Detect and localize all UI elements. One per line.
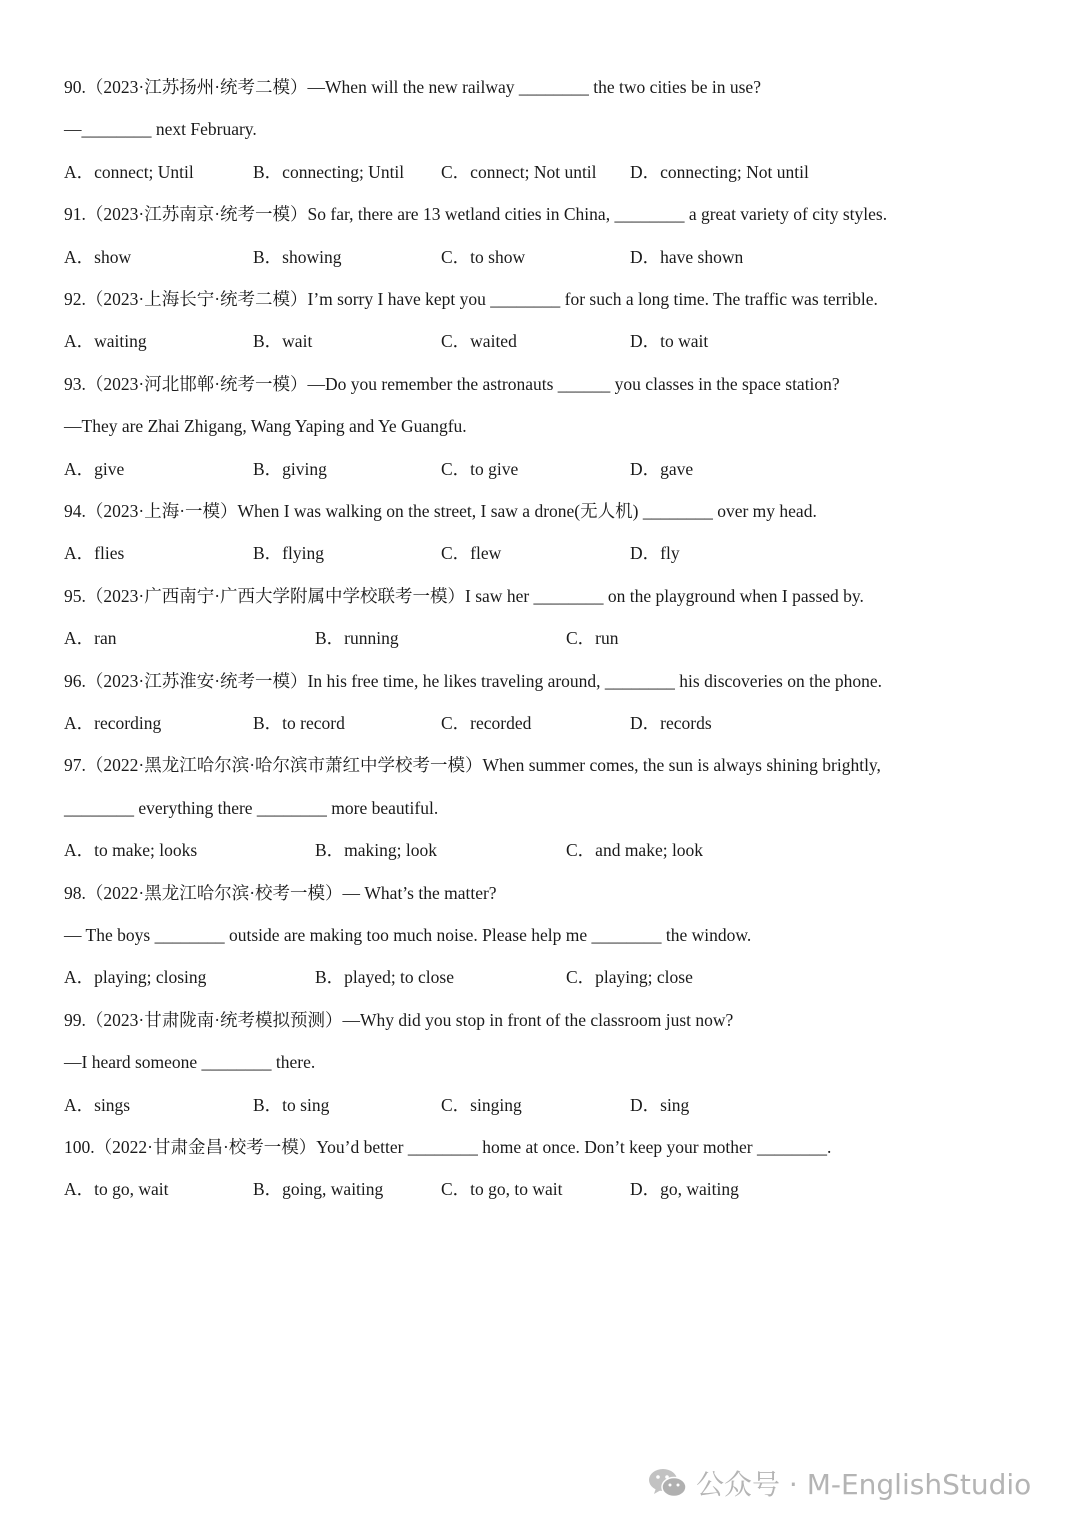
question-text: 99.（2023·甘肃陇南·统考模拟预测）—Why did you stop in front of the classroom just now? xyxy=(64,1009,734,1030)
answer-options xyxy=(64,839,1024,861)
answer-option: A．give xyxy=(64,458,125,479)
answer-option: C．to give xyxy=(441,458,519,479)
answer-option: A．ran xyxy=(64,628,117,649)
answer-options xyxy=(64,458,1024,480)
answer-option: A．connect; Until xyxy=(64,161,194,182)
answer-option: B．making; look xyxy=(315,840,438,861)
answer-option: A．recording xyxy=(64,713,162,733)
question-text-continued: —I heard someone ________ there. xyxy=(64,1052,316,1073)
answer-option: C．playing; close xyxy=(566,967,693,988)
question-text: 90.（2023·江苏扬州·统考二模）—When will the new railway ________ the two cities be in use? xyxy=(64,77,761,97)
question-text: 97.（2022·黑龙江哈尔滨·哈尔滨市萧红中学校考一模）When summer comes, the sun is always shining brightly, xyxy=(64,755,881,776)
answer-options xyxy=(64,161,1024,183)
answer-option: B．flying xyxy=(253,543,324,564)
answer-option: A．flies xyxy=(64,543,125,564)
answer-options xyxy=(64,1094,1024,1116)
answer-option: D．gave xyxy=(630,458,694,479)
answer-option: A．to make; looks xyxy=(64,840,198,861)
answer-option: D．sing xyxy=(630,1094,690,1115)
answer-option: A．show xyxy=(64,246,132,267)
answer-options xyxy=(64,712,1024,734)
answer-option: C．run xyxy=(566,628,619,649)
answer-option: B．connecting; Until xyxy=(253,161,405,182)
answer-option: C．waited xyxy=(441,331,517,352)
answer-option: D．go, waiting xyxy=(630,1179,739,1200)
question-text: 91.（2023·江苏南京·统考一模）So far, there are 13 wetland cities in China, ________ a great variety of city styles. xyxy=(64,204,888,225)
answer-option: C．to show xyxy=(441,246,526,267)
question-text-continued: ________ everything there ________ more beautiful. xyxy=(64,797,439,818)
answer-options xyxy=(64,966,1024,988)
answer-option: C．flew xyxy=(441,543,502,564)
answer-option: A．waiting xyxy=(64,331,147,352)
question-text-continued: — The boys ________ outside are making too much noise. Please help me ________ the window. xyxy=(64,925,752,945)
answer-option: A．playing; closing xyxy=(64,967,207,988)
answer-options xyxy=(64,1178,1024,1200)
answer-option: B．to record xyxy=(253,713,345,733)
answer-option: C．singing xyxy=(441,1094,522,1115)
question-text: 98.（2022·黑龙江哈尔滨·校考一模）— What’s the matter? xyxy=(64,882,497,903)
answer-options xyxy=(64,330,1024,352)
watermark-text: 公众号 · M-EnglishStudio xyxy=(696,1468,1032,1501)
answer-option: B．played; to close xyxy=(315,967,455,988)
question-text: 96.（2023·江苏淮安·统考一模）In his free time, he likes traveling around, ________ his discoveries on the phone. xyxy=(64,670,882,691)
answer-option: B．wait xyxy=(253,331,313,352)
answer-option: B．giving xyxy=(253,458,327,479)
answer-options xyxy=(64,246,1024,268)
answer-option: D．have shown xyxy=(630,246,744,267)
answer-option: B．showing xyxy=(253,246,342,267)
answer-option: C．to go, to wait xyxy=(441,1179,563,1200)
answer-option: A．sings xyxy=(64,1094,131,1115)
answer-options xyxy=(64,627,1024,649)
watermark xyxy=(648,1463,1031,1503)
answer-option: C．and make; look xyxy=(566,840,704,861)
answer-option: B．to sing xyxy=(253,1094,330,1115)
answer-option: B．running xyxy=(315,628,399,649)
question-text-continued: —________ next February. xyxy=(64,119,257,140)
question-text: 95.（2023·广西南宁·广西大学附属中学校联考一模）I saw her ________ on the playground when I passed by. xyxy=(64,585,864,606)
wechat-icon xyxy=(648,1466,688,1500)
question-text: 92.（2023·上海长宁·统考二模）I’m sorry I have kept you ________ for such a long time. The traffic was terrible. xyxy=(64,289,878,309)
question-text-continued: —They are Zhai Zhigang, Wang Yaping and Ye Guangfu. xyxy=(64,416,467,437)
answer-option: C．connect; Not until xyxy=(441,161,597,182)
answer-options xyxy=(64,542,1024,564)
question-text: 93.（2023·河北邯郸·统考一模）—Do you remember the astronauts ______ you classes in the space station? xyxy=(64,373,840,394)
answer-option: D．fly xyxy=(630,543,680,564)
answer-option: D．to wait xyxy=(630,331,709,352)
answer-option: B．going, waiting xyxy=(253,1179,384,1200)
answer-option: A．to go, wait xyxy=(64,1179,169,1200)
answer-option: C．recorded xyxy=(441,713,532,733)
answer-option: D．records xyxy=(630,713,712,733)
question-text: 94.（2023·上海·一模）When I was walking on the street, I saw a drone(无人机) ________ over my head. xyxy=(64,501,817,521)
answer-option: D．connecting; Not until xyxy=(630,161,809,182)
question-text: 100.（2022·甘肃金昌·校考一模）You’d better ________ home at once. Don’t keep your mother ________. xyxy=(64,1137,832,1157)
